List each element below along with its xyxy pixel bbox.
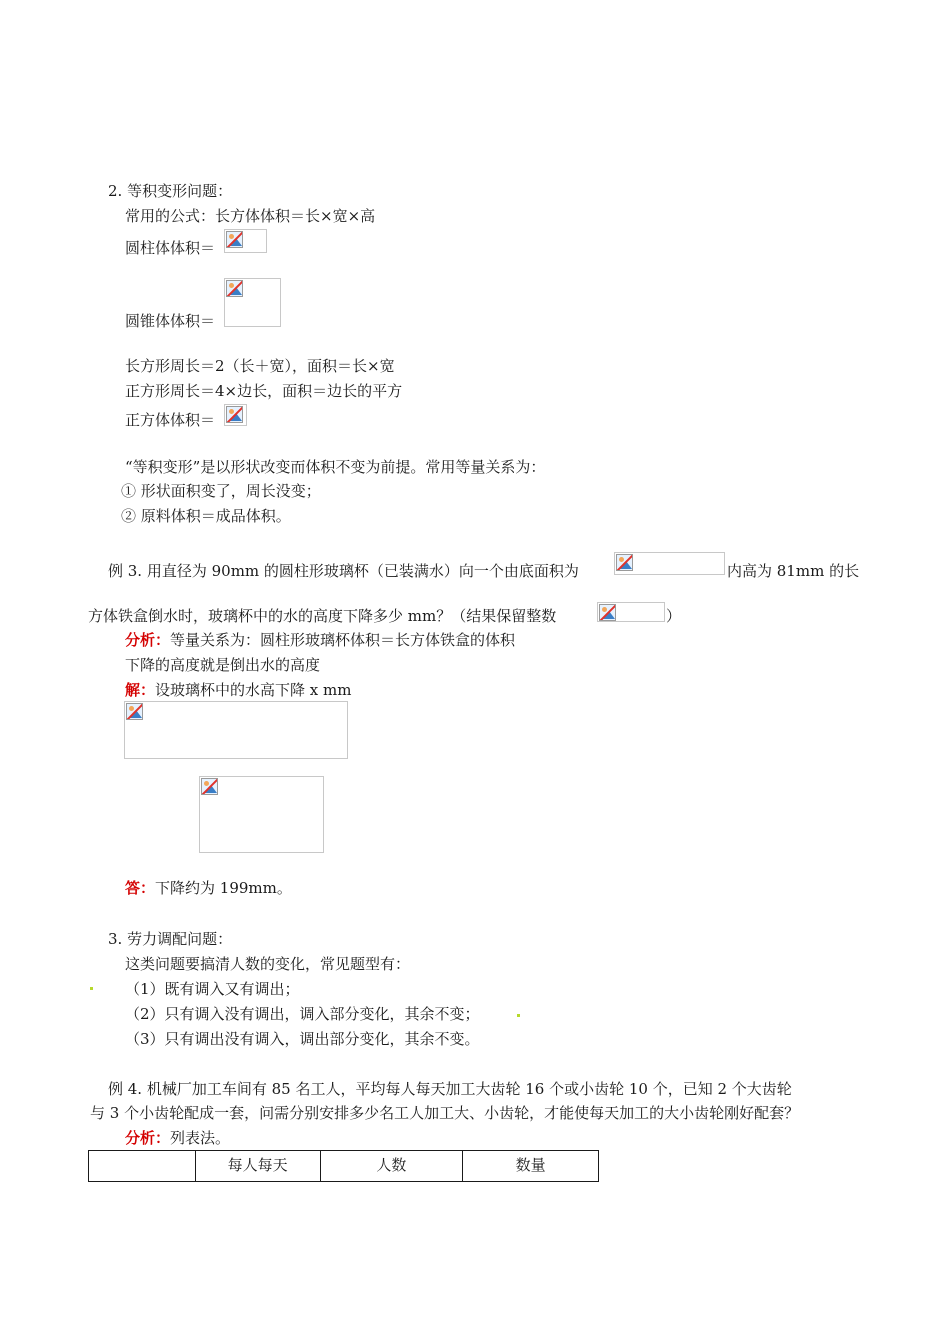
analysis-label: 分析： bbox=[125, 1129, 171, 1147]
solution-text: 设玻璃杯中的水高下降 x mm bbox=[155, 681, 352, 699]
table-header-cell: 人数 bbox=[320, 1151, 463, 1182]
example4-line2: 与 3 个小齿轮配成一套，问需分别安排多少名工人加工大、小齿轮，才能使每天加工的大小齿轮刚好配套？ bbox=[90, 1104, 800, 1122]
cone-formula-image bbox=[224, 278, 281, 327]
example3-line1b: 内高为 81mm 的长 bbox=[727, 562, 860, 580]
square-formula: 正方形周长＝4×边长，面积＝边长的平方 bbox=[125, 382, 403, 400]
cone-volume-label: 圆锥体体积＝ bbox=[125, 312, 216, 330]
scan-dot bbox=[517, 1014, 520, 1017]
analysis-text: 等量关系为：圆柱形玻璃杯体积＝长方体铁盒的体积 bbox=[170, 631, 516, 649]
broken-image-icon bbox=[226, 280, 243, 297]
section2-heading: 2. 等积变形问题： bbox=[108, 182, 233, 200]
broken-image-icon bbox=[616, 554, 633, 571]
broken-image-icon bbox=[599, 604, 616, 621]
formula-intro: 常用的公式：长方体体积＝长×宽×高 bbox=[125, 207, 376, 225]
example3-analysis bbox=[125, 630, 515, 650]
relation-item-1: ① 形状面积变了，周长没变； bbox=[121, 482, 321, 500]
analysis-label: 分析： bbox=[125, 631, 171, 649]
example3-answer bbox=[125, 878, 292, 898]
example4-analysis bbox=[125, 1128, 230, 1148]
labor-item-2: （2）只有调入没有调出，调入部分变化，其余不变； bbox=[125, 1005, 480, 1023]
table-header-cell: 数量 bbox=[463, 1151, 599, 1182]
gear-allocation-table bbox=[88, 1150, 599, 1182]
scan-dot bbox=[90, 987, 93, 990]
example3-line1a: 例 3. 用直径为 90mm 的圆柱形玻璃杯（已装满水）向一个由底面积为 bbox=[108, 562, 579, 580]
pi-value-image bbox=[597, 602, 665, 622]
labor-item-1: （1）既有调入又有调出； bbox=[125, 980, 300, 998]
broken-image-icon bbox=[226, 406, 243, 423]
table-header-row bbox=[89, 1151, 599, 1182]
cylinder-volume-label: 圆柱体体积＝ bbox=[125, 239, 216, 257]
cube-volume-label: 正方体体积＝ bbox=[125, 411, 216, 429]
broken-image-icon bbox=[126, 703, 143, 720]
base-area-image bbox=[614, 552, 725, 575]
broken-image-icon bbox=[201, 778, 218, 795]
table-header-cell: 每人每天 bbox=[195, 1151, 320, 1182]
solution-label: 解： bbox=[125, 681, 156, 699]
cube-formula-image bbox=[224, 404, 247, 426]
section3-intro: 这类问题要搞清人数的变化，常见题型有： bbox=[125, 955, 411, 973]
labor-item-3: （3）只有调出没有调入，调出部分变化，其余不变。 bbox=[125, 1030, 480, 1048]
cylinder-formula-image bbox=[224, 229, 267, 253]
example3-line2b: ） bbox=[666, 607, 682, 625]
table-header-cell bbox=[89, 1151, 196, 1182]
relation-item-2: ② 原料体积＝成品体积。 bbox=[121, 507, 291, 525]
section3-heading: 3. 劳力调配问题： bbox=[108, 930, 233, 948]
equation-image bbox=[124, 701, 348, 759]
answer-text: 下降约为 199mm。 bbox=[155, 879, 292, 897]
example3-solution bbox=[125, 680, 351, 700]
example3-line2a: 方体铁盒倒水时，玻璃杯中的水的高度下降多少 mm？（结果保留整数 bbox=[88, 607, 557, 625]
broken-image-icon bbox=[226, 231, 243, 248]
solution-image bbox=[199, 776, 324, 853]
example4-line1: 例 4. 机械厂加工车间有 85 名工人，平均每人每天加工大齿轮 16 个或小齿轮 10 个，已知 2 个大齿轮 bbox=[108, 1080, 792, 1098]
analysis-text: 列表法。 bbox=[170, 1129, 231, 1147]
example3-analysis-2: 下降的高度就是倒出水的高度 bbox=[125, 656, 321, 674]
rectangle-formula: 长方形周长＝2（长＋宽），面积＝长×宽 bbox=[125, 357, 395, 375]
equal-volume-note: “等积变形”是以形状改变而体积不变为前提。常用等量关系为： bbox=[125, 458, 546, 476]
answer-label: 答： bbox=[125, 879, 156, 897]
